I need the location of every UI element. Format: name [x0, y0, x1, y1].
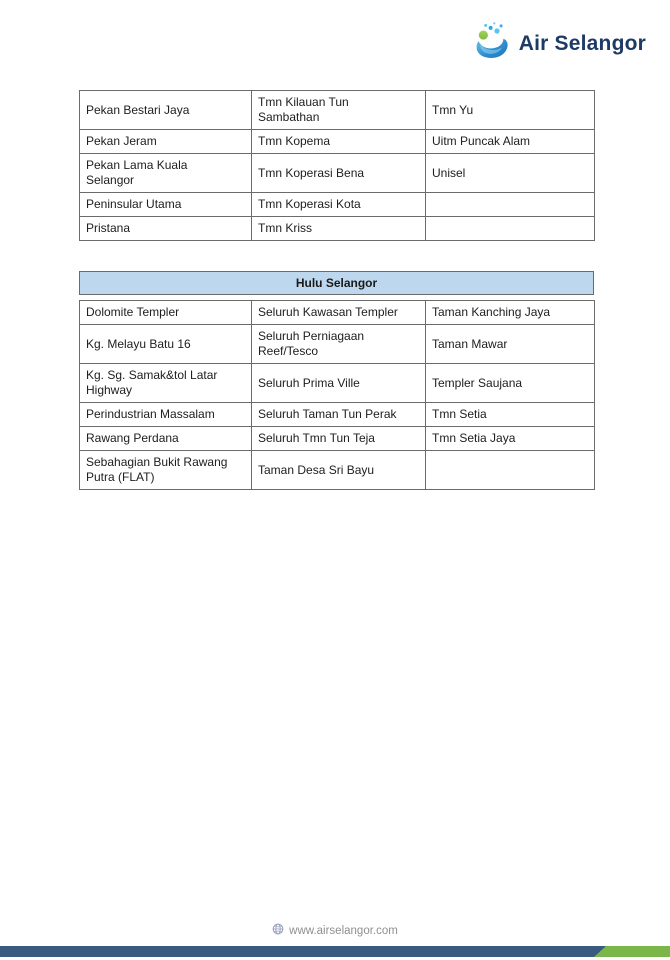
- table-cell: Dolomite Templer: [80, 301, 252, 325]
- water-splash-icon: [472, 21, 512, 66]
- bottom-bar-decoration: [0, 946, 670, 957]
- table-cell: Peninsular Utama: [80, 193, 252, 217]
- footer: [0, 923, 670, 938]
- table-row: [80, 427, 595, 451]
- table-header-hulu-selangor: [79, 271, 594, 295]
- table-cell: Pristana: [80, 217, 252, 241]
- table-row: [80, 301, 595, 325]
- hulu-selangor-table: [79, 300, 595, 490]
- table-cell: Kg. Sg. Samak&tol Latar Highway: [80, 364, 252, 403]
- table-cell: Perindustrian Massalam: [80, 403, 252, 427]
- table-cell: Unisel: [426, 154, 595, 193]
- table-cell: Sebahagian Bukit Rawang Putra (FLAT): [80, 451, 252, 490]
- footer-website-text: www.airselangor.com: [289, 924, 398, 937]
- table-cell: Templer Saujana: [426, 364, 595, 403]
- table-cell: Tmn Kilauan Tun Sambathan: [252, 91, 426, 130]
- logo-text: Air Selangor: [518, 31, 646, 55]
- table-cell: Tmn Setia: [426, 403, 595, 427]
- table-cell: Seluruh Kawasan Templer: [252, 301, 426, 325]
- table-row: [80, 403, 595, 427]
- table-row: [80, 154, 595, 193]
- table-cell: Tmn Kriss: [252, 217, 426, 241]
- table-row: [80, 451, 595, 490]
- table-cell: Pekan Lama Kuala Selangor: [80, 154, 252, 193]
- table-cell: Taman Kanching Jaya: [426, 301, 595, 325]
- table-cell: Pekan Bestari Jaya: [80, 91, 252, 130]
- table-header-label: Hulu Selangor: [295, 276, 378, 290]
- table-row: [80, 364, 595, 403]
- table-cell: Taman Desa Sri Bayu: [252, 451, 426, 490]
- table-row: [80, 91, 595, 130]
- table-cell: Rawang Perdana: [80, 427, 252, 451]
- table-cell: Kg. Melayu Batu 16: [80, 325, 252, 364]
- table-cell: Tmn Yu: [426, 91, 595, 130]
- bottom-bar-green-accent: [594, 946, 670, 957]
- table-cell: Tmn Setia Jaya: [426, 427, 595, 451]
- table-row: [80, 193, 595, 217]
- table-cell: Uitm Puncak Alam: [426, 130, 595, 154]
- table-cell: Pekan Jeram: [80, 130, 252, 154]
- table-cell: Seluruh Taman Tun Perak: [252, 403, 426, 427]
- table-row: [80, 217, 595, 241]
- table-cell: Seluruh Tmn Tun Teja: [252, 427, 426, 451]
- table-cell: [426, 217, 595, 241]
- table-cell: Tmn Koperasi Bena: [252, 154, 426, 193]
- table-row: [80, 325, 595, 364]
- table-cell: Tmn Kopema: [252, 130, 426, 154]
- table-cell: Tmn Koperasi Kota: [252, 193, 426, 217]
- table-cell: Seluruh Perniagaan Reef/Tesco: [252, 325, 426, 364]
- table-cell: [426, 451, 595, 490]
- table-cell: [426, 193, 595, 217]
- air-selangor-logo: [472, 21, 646, 66]
- globe-icon: [272, 923, 284, 938]
- table-row: [80, 130, 595, 154]
- area-table-continued: [79, 90, 595, 241]
- table-cell: Taman Mawar: [426, 325, 595, 364]
- table-cell: Seluruh Prima Ville: [252, 364, 426, 403]
